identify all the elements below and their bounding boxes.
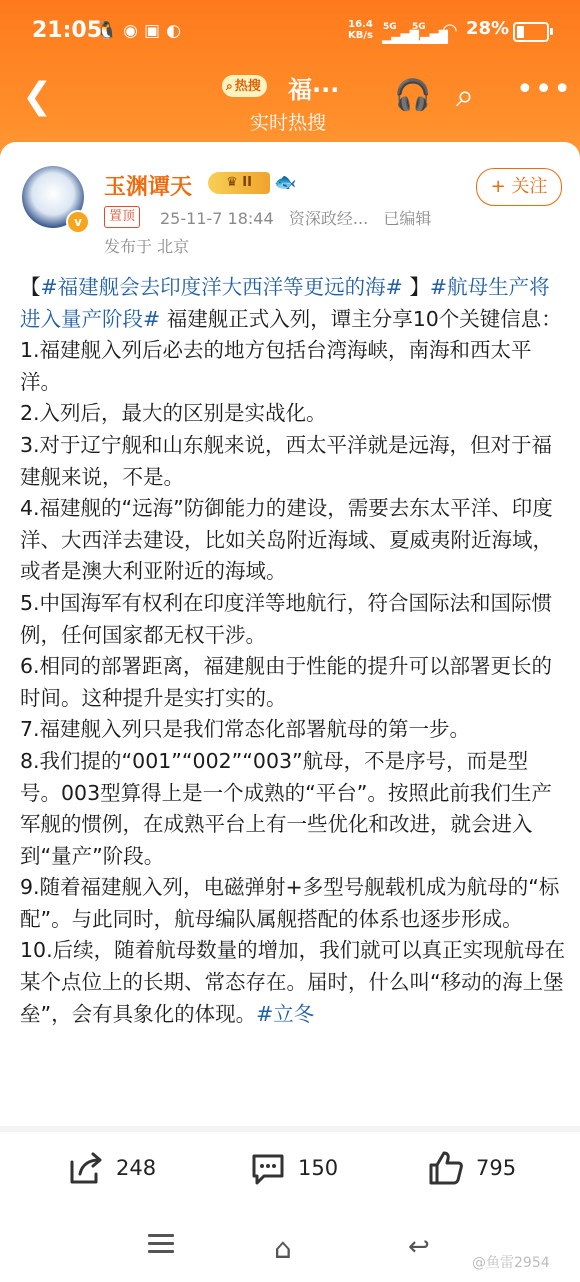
bracket-open: 【 [20,275,41,299]
action-bar [0,1132,580,1212]
back-nav-icon[interactable]: ↩ [408,1232,430,1262]
menu-icon[interactable] [148,1234,174,1254]
list-item: 6.相同的部署距离，福建舰由于性能的提升可以部署更长的时间。这种提升是实打实的。 [20,654,553,710]
net-speed-value: 16.4 [348,19,373,30]
list-item: 7.福建舰入列只是我们常态化部署航母的第一步。 [20,717,471,742]
author-name[interactable]: 玉渊谭天 [104,175,193,200]
hot-search-badge [222,75,267,97]
clock: 21:05 [32,18,103,43]
list-item: 1.福建舰入列后必去的地方包括台湾海峡，南海和西太平洋。 [20,338,532,394]
share-icon [66,1148,106,1188]
topic-link[interactable]: #航母生产将进入量产阶段# [20,275,550,331]
topic-link[interactable]: #立冬 [256,1001,315,1026]
headphones-icon[interactable]: 🎧 [394,78,432,113]
crown-level-badge: ♛ II [208,172,270,194]
topic-link[interactable]: #福建舰会去印度洋大西洋等更远的海# [40,275,403,299]
intro-text: 福建舰正式入列，谭主分享10个关键信息： [160,306,562,331]
signal-label-1: 5G [383,22,397,32]
follow-button[interactable]: + 关注 [476,168,562,206]
home-icon[interactable]: ⌂ [274,1232,292,1265]
post-intro [20,272,566,335]
verified-icon: v [66,210,90,234]
signal-bars-icon-2: ▂▄▆█ [411,30,448,44]
list-item: 8.我们提的“001”“002”“003”航母，不是序号，而是型号。003型算得上是一个成熟的“平台”。按照此前我们生产军舰的惯例，在成熟平台上有一些优化和改进，就会进入到“量产”阶段。 [20,748,552,868]
share-count: 248 [116,1156,157,1180]
notification-icons: 🐧◉▣◐ [96,21,187,41]
system-nav-bar [0,1216,580,1282]
hot-badge-label: 热搜 [234,79,261,94]
search-icon[interactable]: ⌕ [456,76,474,114]
thumbs-up-icon [426,1148,466,1188]
comment-count: 150 [298,1156,339,1180]
point-10-text: 10.后续，随着航母数量的增加，我们就可以真正实现航母在某个点位上的长期、常态存在。届时，什么叫“移动的海上堡垒”，会有具象化的体现。 [20,938,566,1026]
wifi-icon: ◠ [442,20,458,41]
battery-percent: 28% [466,18,510,39]
page-title: 福··· [288,76,340,104]
list-item: 4.福建舰的“远海”防御能力的建设，需要去东太平洋、印度洋、大西洋去建设，比如关岛附近海域、夏威夷附近海域，或者是澳大利亚附近的海域。 [20,496,553,584]
bracket-close: 】 [402,275,430,299]
post-location: 发布于 北京 [104,237,190,256]
list-item: 9.随着福建舰入列，电磁弹射+多型号舰载机成为航母的“标配”。与此同时，航母编队属舰搭配的体系也逐步形成。 [20,875,560,931]
page-subtitle: 实时热搜 [250,112,327,134]
pinned-badge: 置顶 [104,206,140,228]
list-item: 2.入列后，最大的区别是实战化。 [20,401,327,426]
battery-icon [513,22,549,42]
search-small-icon: ⌕ [226,79,233,93]
list-item: 3.对于辽宁舰和山东舰来说，西太平洋就是远海，但对于福建舰来说，不是。 [20,432,553,489]
back-arrow-icon[interactable]: ❮ [22,76,53,117]
post-card [0,142,580,1132]
level-badge-text: II [242,175,252,190]
nav-bar [0,64,580,140]
status-bar [0,14,580,50]
fish-icon: 🐟 [274,172,297,193]
battery-fill [517,26,524,38]
list-item: 5.中国海军有权利在印度洋等地航行，符合国际法和国际惯例，任何国家都无权干涉。 [20,590,553,647]
signal-bars-icon: ▂▄▆█ [382,30,419,44]
watermark: @鱼雷2954 [472,1255,550,1271]
net-speed-unit: KB/s [348,30,373,41]
post-meta: 25-11-7 18:44 资深政经... 已编辑 [160,209,432,228]
signal-label-2: 5G [412,22,426,32]
comment-icon [248,1148,288,1188]
avatar[interactable] [22,166,84,228]
network-speed [348,19,373,41]
post-body [20,272,566,1030]
like-count: 795 [476,1156,517,1180]
list-item [20,935,566,1030]
more-icon[interactable]: ••• [516,72,573,107]
